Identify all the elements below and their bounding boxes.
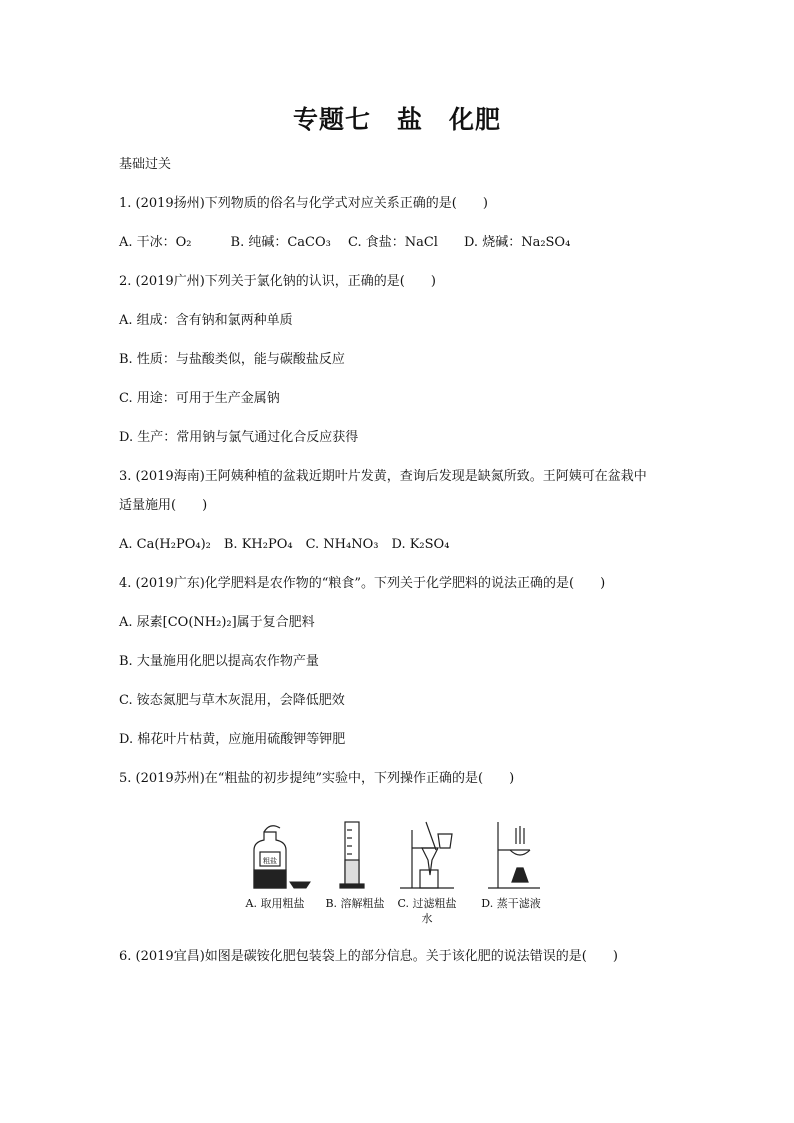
question-4-option-d: D. 棉花叶片枯黄，应施用硫酸钾等钾肥 (119, 732, 346, 747)
section-heading: 基础过关 (119, 157, 172, 172)
question-3: 3. (2019海南)王阿姨种植的盆栽近期叶片发黄，查询后发现是缺氮所致。王阿姨可在盆栽中 (119, 469, 647, 484)
question-4: 4. (2019广东)化学肥料是农作物的“粮食”。下列关于化学肥料的说法正确的是( ) (119, 576, 606, 591)
question-2-option-a: A. 组成：含有钠和氯两种单质 (119, 313, 293, 328)
question-3-cont: 适量施用( ) (119, 498, 208, 513)
question-1-options: A. 干冰：O₂ B. 纯碱：CaCO₃ C. 食盐：NaCl D. 烧碱：Na₂SO₄ (119, 235, 571, 250)
question-2-option-d: D. 生产：常用钠与氯气通过化合反应获得 (119, 430, 359, 445)
question-4-option-a: A. 尿素[CO(NH₂)₂]属于复合肥料 (119, 615, 315, 630)
caption-b: B. 溶解粗盐 (325, 897, 385, 910)
lab-apparatus-drawing (240, 820, 560, 900)
question-4-option-b: B. 大量施用化肥以提高农作物产量 (119, 654, 319, 669)
question-5: 5. (2019苏州)在“粗盐的初步提纯”实验中，下列操作正确的是( ) (119, 771, 515, 786)
graduated-cylinder-icon (340, 822, 364, 888)
caption-c: C. 过滤粗盐水 (397, 897, 457, 925)
question-2-option-b: B. 性质：与盐酸类似，能与碳酸盐反应 (119, 352, 345, 367)
caption-d: D. 蒸干滤液 (481, 897, 541, 910)
bottle-label: 粗盐 (263, 857, 277, 865)
evaporation-apparatus-icon (488, 822, 540, 888)
question-2: 2. (2019广州)下列关于氯化钠的认识，正确的是( ) (119, 274, 436, 289)
question-3-options: A. Ca(H₂PO₄)₂ B. KH₂PO₄ C. NH₄NO₃ D. K₂SO₄ (119, 537, 450, 552)
question-4-option-c: C. 铵态氮肥与草木灰混用，会降低肥效 (119, 693, 345, 708)
page-title: 专题七 盐 化肥 (292, 105, 501, 134)
lab-operations-figure (240, 820, 560, 930)
filtration-apparatus-icon (400, 822, 454, 888)
question-1: 1. (2019扬州)下列物质的俗名与化学式对应关系正确的是( ) (119, 196, 488, 211)
question-6: 6. (2019宜昌)如图是碳铵化肥包装袋上的部分信息。关于该化肥的说法错误的是( ) (119, 949, 618, 964)
caption-a: A. 取用粗盐 (245, 897, 305, 910)
question-2-option-c: C. 用途：可用于生产金属钠 (119, 391, 280, 406)
